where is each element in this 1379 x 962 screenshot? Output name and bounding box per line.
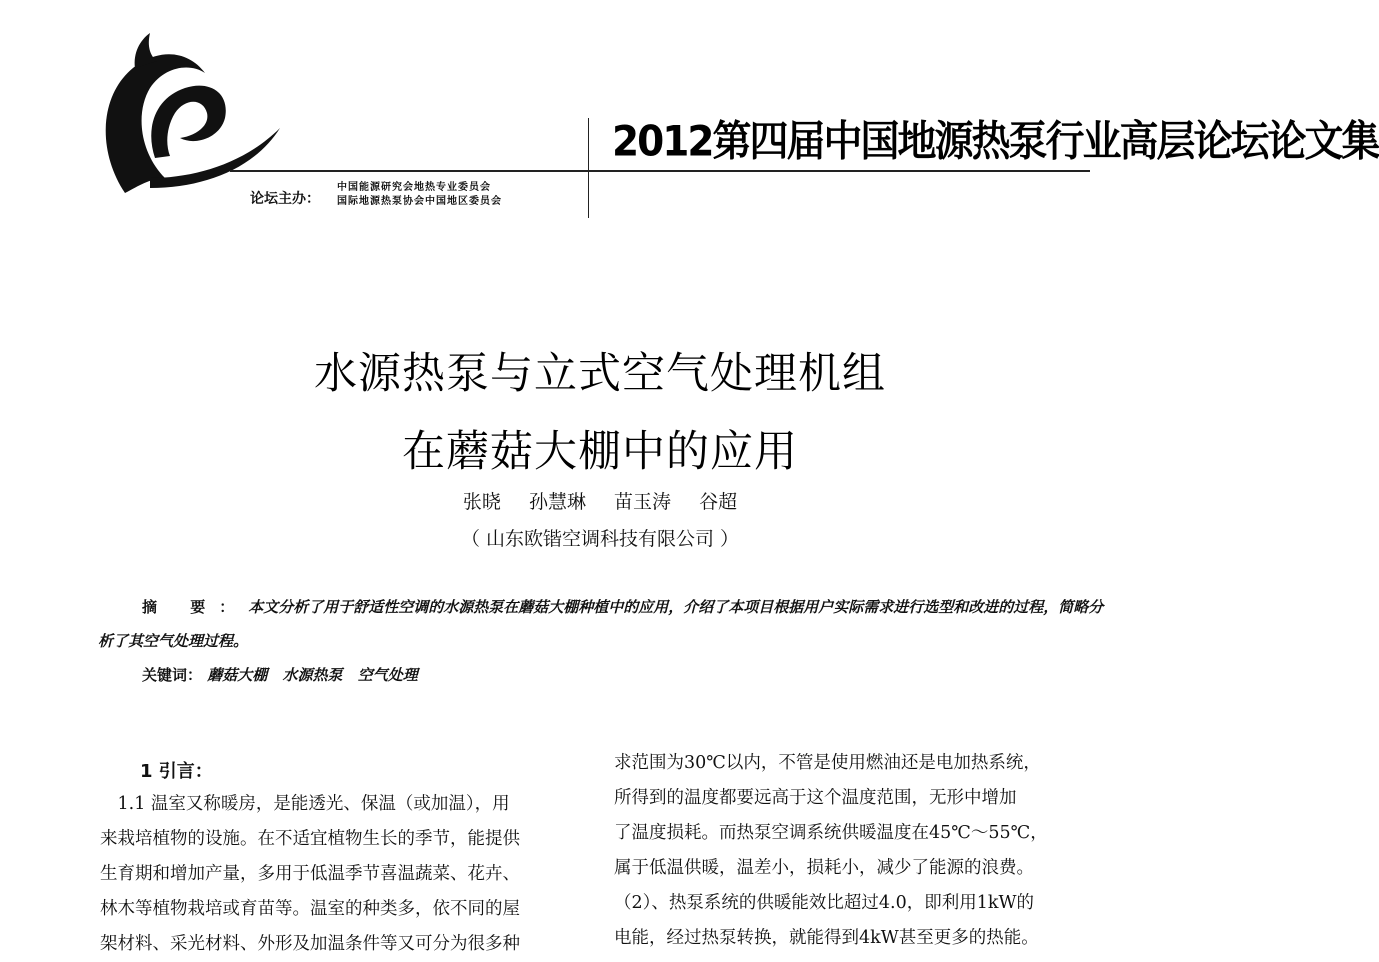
- abstract: [98, 590, 1108, 658]
- host-label: 论坛主办：: [250, 191, 320, 207]
- body-line: 林木等植物栽培或育苗等。温室的种类多，依不同的屋: [100, 899, 520, 919]
- logo-swoosh: [150, 128, 280, 188]
- author-name: 张晓: [462, 491, 501, 513]
- abstract-label: 摘 要：: [142, 598, 249, 616]
- body-line: 1.1 温室又称暖房，是能透光、保温（或加温），用: [100, 794, 510, 814]
- logo-flame-inner: [151, 86, 226, 158]
- author-name: 孙慧琳: [528, 491, 586, 513]
- body-line: 了温度损耗。而热泵空调系统供暖温度在45℃～55℃，: [614, 823, 1048, 843]
- body-line: 所得到的温度都要远高于这个温度范围，无形中增加: [614, 788, 1017, 808]
- header-vertical-rule: [588, 118, 589, 218]
- body-line: 属于低温供暖，温差小，损耗小，减少了能源的浪费。: [614, 858, 1034, 878]
- keyword: 水源热泵: [282, 666, 343, 684]
- host-organizations: [337, 181, 502, 209]
- affiliation: （ 山东欧锴空调科技有限公司 ）: [460, 528, 740, 550]
- body-line: 来栽培植物的设施。在不适宜植物生长的季节，能提供: [100, 829, 520, 849]
- forum-logo: [95, 28, 285, 198]
- paper-title-line-2: 在蘑菇大棚中的应用: [402, 427, 798, 477]
- body-line: 电能，经过热泵转换，就能得到4kW甚至更多的热能。: [614, 928, 1039, 948]
- body-line: （2）、热泵系统的供暖能效比超过4.0，即利用1kW的: [614, 893, 1034, 913]
- body-column-left: [100, 787, 584, 962]
- paper-title-line-1: 水源热泵与立式空气处理机组: [314, 349, 886, 399]
- keywords: [142, 664, 428, 685]
- body-line: 架材料、采光材料、外形及加温条件等又可分为很多种: [100, 934, 520, 954]
- body-line: 生育期和增加产量，多用于低温季节喜温蔬菜、花卉、: [100, 864, 520, 884]
- author-name: 谷超: [699, 491, 738, 513]
- author-name: 苗玉涛: [614, 491, 672, 513]
- keyword: 蘑菇大棚: [207, 666, 268, 684]
- header-horizontal-rule: [230, 170, 1090, 172]
- author-list: [0, 487, 1200, 514]
- host-org-2: 国际地源热泵协会中国地区委员会: [337, 196, 502, 207]
- body-column-right: [614, 746, 1098, 956]
- abstract-text: 本文分析了用于舒适性空调的水源热泵在蘑菇大棚种植中的应用，介绍了本项目根据用户实际需求进行选型和改进的过程，简略分析了其空气处理过程。: [98, 598, 1104, 650]
- keyword: 空气处理: [357, 666, 418, 684]
- proceedings-title: 2012第四届中国地源热泵行业高层论坛论文集: [612, 117, 1379, 167]
- keywords-label: 关键词：: [142, 666, 203, 684]
- host-org-1: 中国能源研究会地热专业委员会: [337, 182, 491, 193]
- body-line: 求范围为30℃以内，不管是使用燃油还是电加热系统，: [614, 753, 1041, 773]
- section-heading: 1 引言：: [140, 761, 213, 782]
